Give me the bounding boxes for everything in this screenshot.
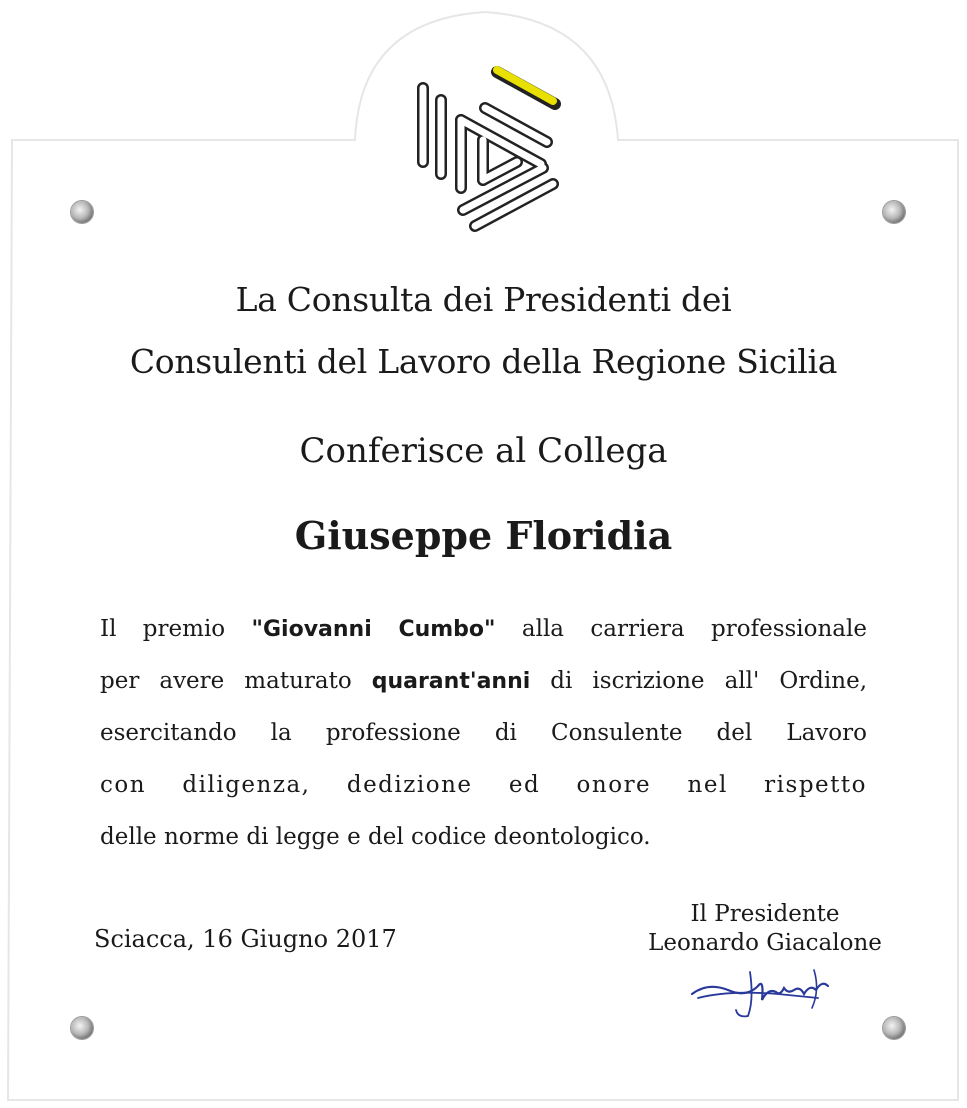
body-line-1 [100, 612, 867, 647]
award-name: "Giovanni Cumbo" [251, 617, 496, 642]
body-line-1-end: alla carriera professionale [495, 616, 867, 642]
body-line-2-start: per avere maturato [100, 668, 372, 694]
years-of-service: quarant'anni [371, 669, 531, 694]
signatory-title: Il Presidente [690, 901, 840, 927]
screw-icon-top-right [883, 201, 905, 223]
body-line-5: delle norme di legge e del codice deontologico. [100, 824, 651, 850]
recipient-name: Giuseppe Floridia [294, 513, 673, 558]
screw-icon-bottom-right [883, 1017, 905, 1039]
body-line-2-end: di iscrizione all' Ordine, [530, 668, 868, 694]
signatory-name: Leonardo Giacalone [648, 930, 882, 956]
body-line-4: con diligenza, dedizione ed onore nel rispetto [100, 772, 867, 798]
screw-icon-top-left [71, 201, 93, 223]
consulenti-del-lavoro-logo-icon [405, 60, 565, 235]
confers-text: Conferisce al Collega [299, 431, 668, 471]
heading-line-1: La Consulta dei Presidenti dei [235, 280, 732, 319]
handwritten-signature-icon [688, 960, 838, 1020]
body-line-1-start: Il premio [100, 616, 252, 642]
place-date: Sciacca, 16 Giugno 2017 [94, 925, 397, 953]
body-line-3: esercitando la professione di Consulente del Lavoro [100, 720, 867, 746]
body-line-2 [100, 664, 867, 699]
signature-block [620, 900, 910, 958]
screw-icon-bottom-left [71, 1017, 93, 1039]
heading-line-2: Consulenti del Lavoro della Regione Sicilia [129, 342, 838, 381]
